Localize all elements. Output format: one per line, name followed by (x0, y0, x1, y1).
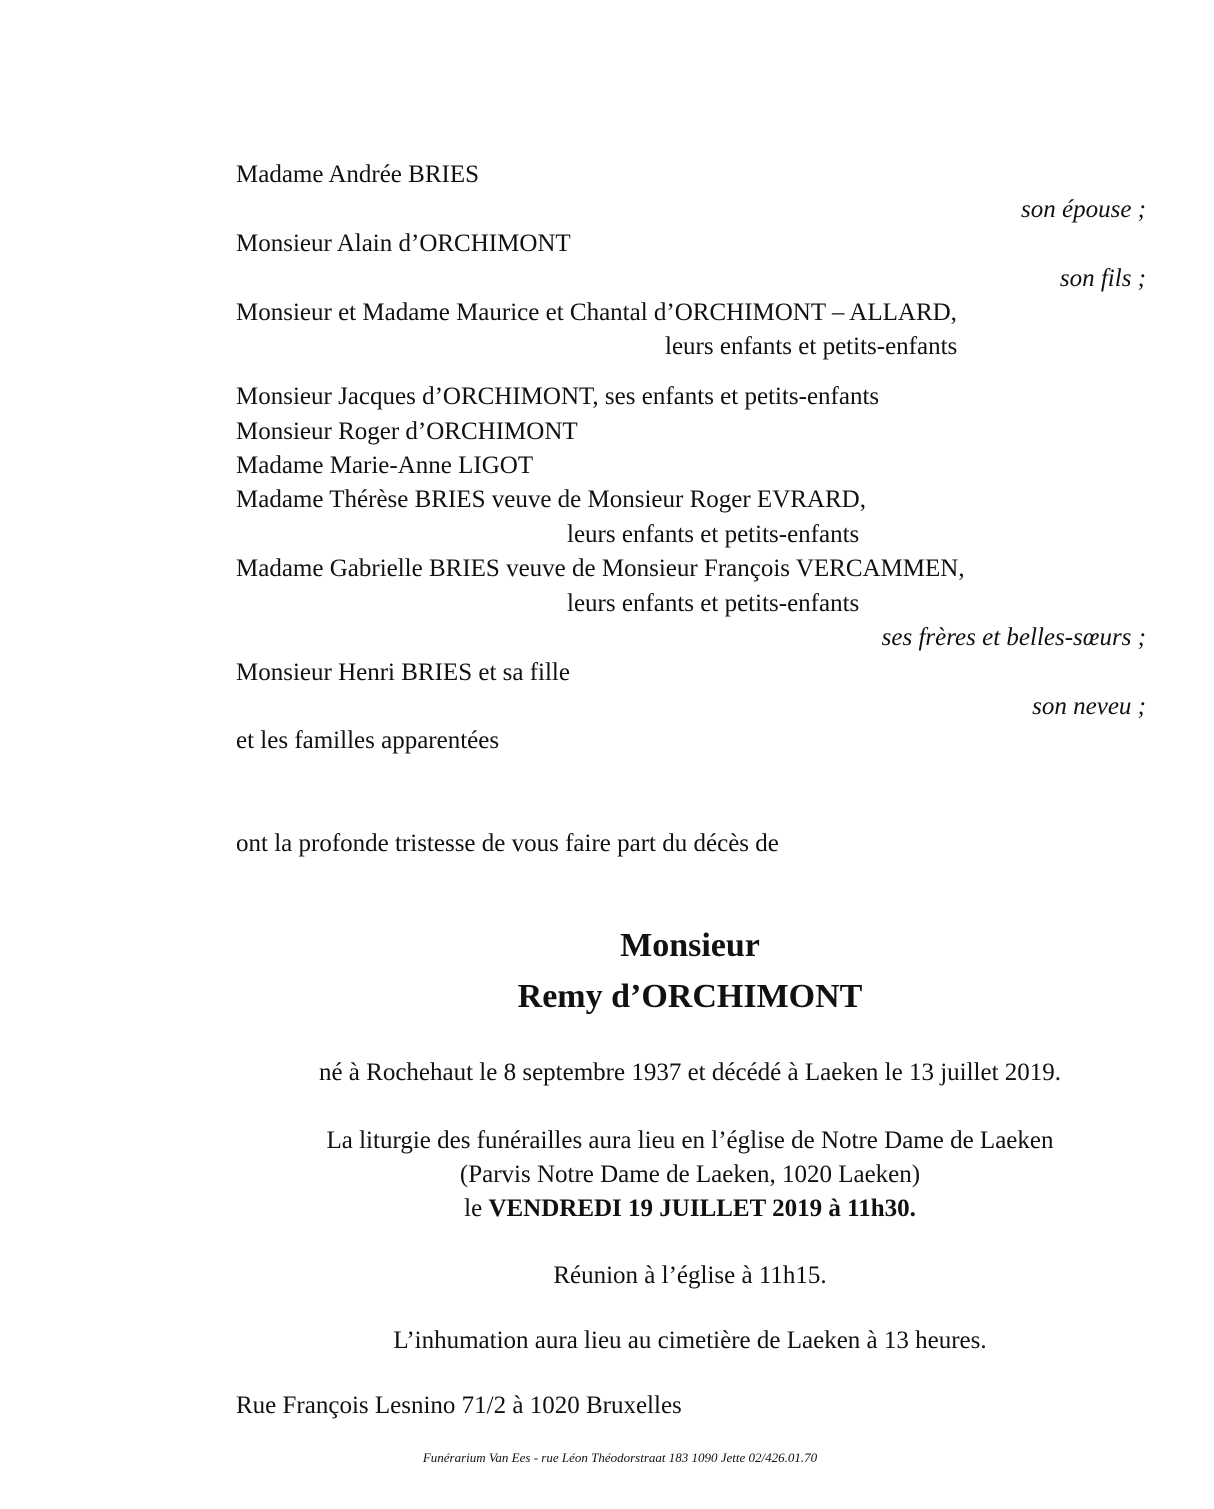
nephew-name: Monsieur Henri BRIES et sa fille (236, 659, 570, 686)
siblings-relation: ses frères et belles-sœurs ; (881, 624, 1146, 651)
spouse-relation: son épouse ; (1021, 196, 1146, 223)
sibling-4-children: leurs enfants et petits-enfants (567, 521, 860, 548)
sibling-2: Monsieur Roger d’ORCHIMONT (236, 418, 578, 445)
spouse-name: Madame Andrée BRIES (236, 161, 480, 188)
sibling-5: Madame Gabrielle BRIES veuve de Monsieur François VERCAMMEN, (236, 555, 965, 582)
funeral-date-prefix: le (464, 1195, 489, 1222)
sibling-1: Monsieur Jacques d’ORCHIMONT, ses enfants et petits-enfants (236, 383, 880, 410)
sibling-4: Madame Thérèse BRIES veuve de Monsieur Roger EVRARD, (236, 486, 866, 513)
sibling-3: Madame Marie-Anne LIGOT (236, 452, 534, 479)
meeting-line: Réunion à l’église à 11h15. (553, 1262, 827, 1289)
funeral-line-1: La liturgie des funérailles aura lieu en l’église de Notre Dame de Laeken (326, 1127, 1054, 1154)
announcement-text: ont la profonde tristesse de vous faire part du décès de (236, 830, 779, 857)
son-relation: son fils ; (1059, 265, 1146, 292)
nephew-relation: son neveu ; (1032, 693, 1146, 720)
funeral-line-2: (Parvis Notre Dame de Laeken, 1020 Laeken) (459, 1161, 921, 1188)
birth-death-line: né à Rochehaut le 8 septembre 1937 et décédé à Laeken le 13 juillet 2019. (318, 1059, 1062, 1086)
funeral-home-footer: Funérarium Van Ees - rue Léon Théodorstraat 183 1090 Jette 02/426.01.70 (422, 1450, 818, 1465)
deceased-name: Remy d’ORCHIMONT (517, 978, 863, 1015)
address-line: Rue François Lesnino 71/2 à 1020 Bruxelles (236, 1392, 682, 1419)
son-name: Monsieur Alain d’ORCHIMONT (236, 230, 571, 257)
couple-children: leurs enfants et petits-enfants (665, 333, 958, 360)
funeral-date-line (0, 1194, 1214, 1224)
funeral-date: VENDREDI 19 JUILLET 2019 à 11h30. (488, 1195, 916, 1222)
related-families: et les familles apparentées (236, 727, 500, 754)
sibling-5-children: leurs enfants et petits-enfants (567, 590, 860, 617)
deceased-title: Monsieur (620, 927, 760, 964)
burial-line: L’inhumation aura lieu au cimetière de Laeken à 13 heures. (393, 1327, 987, 1354)
couple-line: Monsieur et Madame Maurice et Chantal d’ORCHIMONT – ALLARD, (236, 299, 957, 326)
